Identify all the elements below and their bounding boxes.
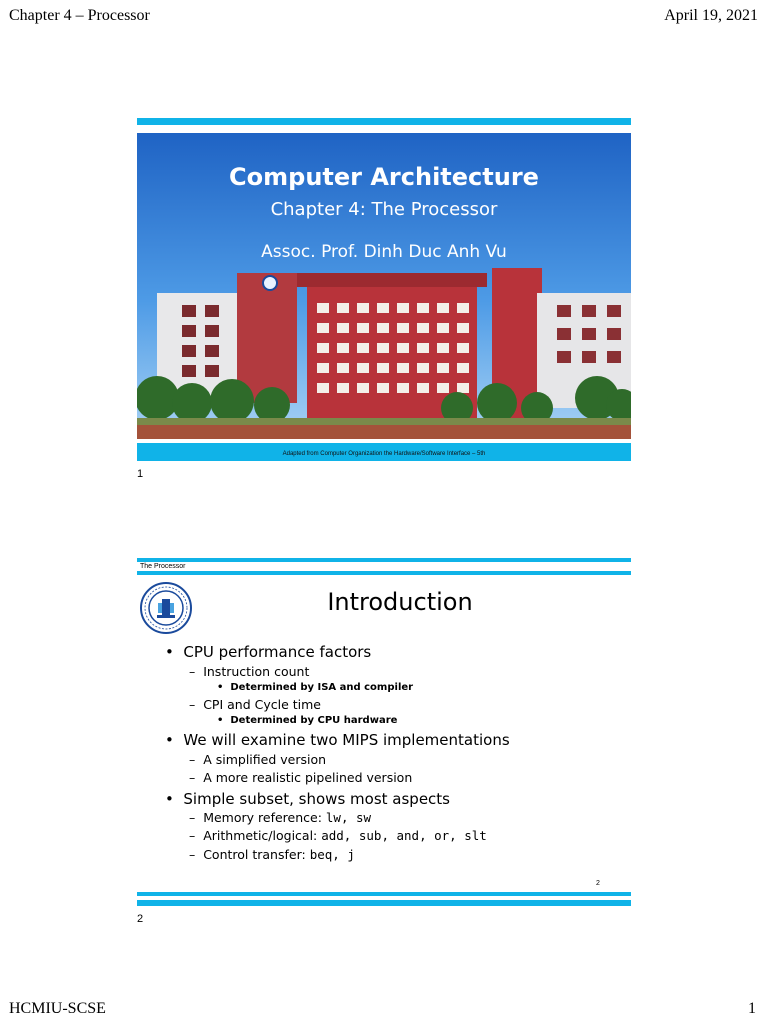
slide1-title: Computer Architecture bbox=[229, 163, 539, 191]
page-header-left: Chapter 4 – Processor bbox=[9, 7, 150, 24]
code-text: beq, j bbox=[309, 847, 355, 862]
sub-bullet-simplified: – A simplified version bbox=[189, 752, 327, 767]
slide2-title: Introduction bbox=[327, 588, 473, 616]
page-footer-number: 1 bbox=[748, 1000, 756, 1017]
slide2-top-bar-lower bbox=[137, 571, 631, 575]
slide1-page-number: 1 bbox=[137, 468, 144, 480]
slide2-bottom-bar bbox=[137, 892, 631, 896]
bullet-text: Determined by CPU hardware bbox=[230, 715, 398, 726]
sub-bullet-instruction-count: – Instruction count bbox=[189, 664, 310, 679]
code-text: add, sub, and, or, slt bbox=[321, 828, 487, 843]
bullet-label: Control transfer: bbox=[203, 847, 310, 862]
slide2-page-number: 2 bbox=[137, 913, 144, 925]
slide1-credit: Adapted from Computer Organization the Hardware/Software Interface – 5th bbox=[282, 451, 486, 457]
bullet-text: CPI and Cycle time bbox=[203, 697, 321, 712]
sub-bullet-arithmetic-logical: – Arithmetic/logical: add, sub, and, or, slt bbox=[189, 828, 487, 843]
slide2-bottom-bar-lower bbox=[137, 900, 631, 906]
slide2-top-bar bbox=[137, 558, 631, 562]
page-header-date: April 19, 2021 bbox=[664, 7, 758, 24]
slide1-author: Assoc. Prof. Dinh Duc Anh Vu bbox=[261, 242, 507, 262]
bullet-text: A more realistic pipelined version bbox=[203, 770, 413, 785]
bullet-text: Simple subset, shows most aspects bbox=[183, 790, 450, 808]
bullet-text: Determined by ISA and compiler bbox=[230, 682, 414, 693]
slide2-footer-number: 2 bbox=[596, 880, 600, 887]
bullet-simple-subset: • Simple subset, shows most aspects bbox=[165, 790, 450, 808]
sub-bullet-memory-reference: – Memory reference: lw, sw bbox=[189, 810, 372, 825]
bullet-mips-implementations: • We will examine two MIPS implementations bbox=[165, 731, 510, 749]
sub-bullet-control-transfer: – Control transfer: beq, j bbox=[189, 847, 355, 862]
slide2-section-label: The Processor bbox=[140, 563, 186, 570]
slide1-subtitle: Chapter 4: The Processor bbox=[270, 199, 498, 220]
bullet-text: CPU performance factors bbox=[183, 643, 372, 661]
bullet-cpu-performance: • CPU performance factors bbox=[165, 643, 372, 661]
bullet-label: Memory reference: bbox=[203, 810, 326, 825]
code-text: lw, sw bbox=[325, 810, 372, 825]
sub-bullet-cpi-cycle: – CPI and Cycle time bbox=[189, 697, 321, 712]
bullet-text: We will examine two MIPS implementations bbox=[183, 731, 510, 749]
page-footer-left: HCMIU-SCSE bbox=[9, 1000, 106, 1017]
bullet-text: A simplified version bbox=[203, 752, 327, 767]
sub-sub-bullet-isa: • Determined by ISA and compiler bbox=[217, 682, 414, 693]
sub-sub-bullet-hardware: • Determined by CPU hardware bbox=[217, 715, 398, 726]
bullet-text: Instruction count bbox=[203, 664, 310, 679]
university-seal-logo bbox=[139, 581, 193, 635]
slide1-top-bar bbox=[137, 118, 631, 125]
bullet-label: Arithmetic/logical: bbox=[203, 828, 322, 843]
sub-bullet-pipelined: – A more realistic pipelined version bbox=[189, 770, 413, 785]
